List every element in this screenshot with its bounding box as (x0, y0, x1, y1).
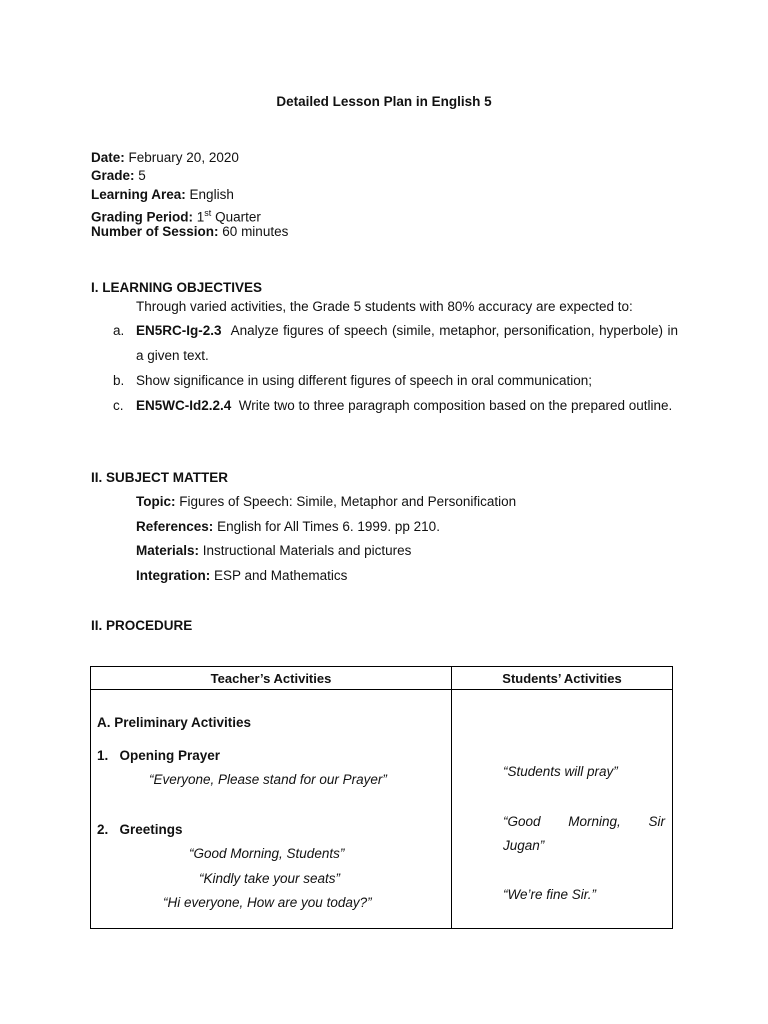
document-title: Detailed Lesson Plan in English 5 (276, 94, 492, 109)
objective-code: EN5RC-Ig-2.3 (136, 323, 222, 338)
objective-text: Show significance in using different figures of speech in oral communication; (136, 373, 593, 388)
date-line (91, 149, 239, 168)
objective-item-a (113, 318, 678, 368)
objective-marker: b. (113, 373, 125, 388)
integration-value: ESP and Mathematics (214, 568, 348, 583)
objective-text: Analyze figures of speech (simile, metaphor, personification, hyperbole) in a given text. (136, 323, 678, 363)
opening-prayer-line: “Everyone, Please stand for our Prayer” (149, 772, 387, 787)
materials-line (136, 539, 411, 564)
integration-line (136, 564, 347, 589)
session-label: Number of Session: (91, 224, 219, 239)
references-label: References: (136, 519, 214, 534)
greeting-line: “Kindly take your seats” (199, 871, 341, 886)
grading-period-value: Quarter (215, 209, 261, 225)
grade-value: 5 (138, 168, 146, 183)
objective-marker: c. (113, 398, 124, 413)
session-line (91, 223, 288, 242)
students-activities-cell (452, 690, 673, 929)
topic-value: Figures of Speech: Simile, Metaphor and Personification (179, 494, 517, 509)
objective-code: EN5WC-Id2.2.4 (136, 398, 232, 413)
student-response-word: “Good (503, 814, 541, 829)
grade-line (91, 167, 146, 186)
procedure-table (90, 666, 673, 929)
references-value: English for All Times 6. 1999. pp 210. (217, 519, 440, 534)
grade-label: Grade: (91, 168, 135, 183)
preliminary-activities-heading: A. Preliminary Activities (97, 715, 252, 730)
topic-label: Topic: (136, 494, 176, 509)
student-response: “We’re fine Sir.” (503, 887, 597, 902)
student-response: “Students will pray” (503, 764, 618, 779)
objectives-intro: Through varied activities, the Grade 5 students with 80% accuracy are expected to: (136, 299, 633, 314)
procedure-table-header (91, 667, 673, 690)
student-response (503, 814, 665, 829)
objectives-heading: I. LEARNING OBJECTIVES (91, 280, 263, 295)
grading-period-suffix: st (204, 208, 212, 218)
opening-prayer-heading: 1. Opening Prayer (97, 748, 221, 763)
integration-label: Integration: (136, 568, 211, 583)
greeting-line: “Hi everyone, How are you today?” (163, 895, 372, 910)
teacher-activities-header: Teacher’s Activities (91, 667, 452, 690)
objective-item-c (113, 393, 678, 418)
greeting-line: “Good Morning, Students” (189, 846, 345, 861)
objective-item-b (113, 368, 678, 393)
objective-marker: a. (113, 323, 125, 338)
topic-line (136, 490, 516, 515)
procedure-table-row (91, 690, 673, 929)
learning-area-line (91, 186, 234, 205)
procedure-heading: II. PROCEDURE (91, 618, 193, 633)
materials-label: Materials: (136, 543, 200, 558)
session-value: 60 minutes (222, 224, 289, 239)
learning-area-label: Learning Area: (91, 187, 186, 202)
grading-period-label: Grading Period: (91, 209, 194, 225)
teacher-activities-cell (91, 690, 452, 929)
grading-period-number: 1 (196, 209, 205, 225)
greetings-heading: 2. Greetings (97, 822, 183, 837)
student-response: Jugan” (503, 838, 545, 853)
student-response-word: Morning, (568, 814, 621, 829)
objective-text: Write two to three paragraph composition based on the prepared outline. (238, 398, 673, 413)
learning-area-value: English (189, 187, 234, 202)
student-response-word: Sir (648, 814, 665, 829)
date-value: February 20, 2020 (128, 150, 239, 165)
references-line (136, 515, 440, 540)
date-label: Date: (91, 150, 125, 165)
students-activities-header: Students’ Activities (452, 667, 673, 690)
subject-matter-heading: II. SUBJECT MATTER (91, 470, 229, 485)
materials-value: Instructional Materials and pictures (202, 543, 412, 558)
